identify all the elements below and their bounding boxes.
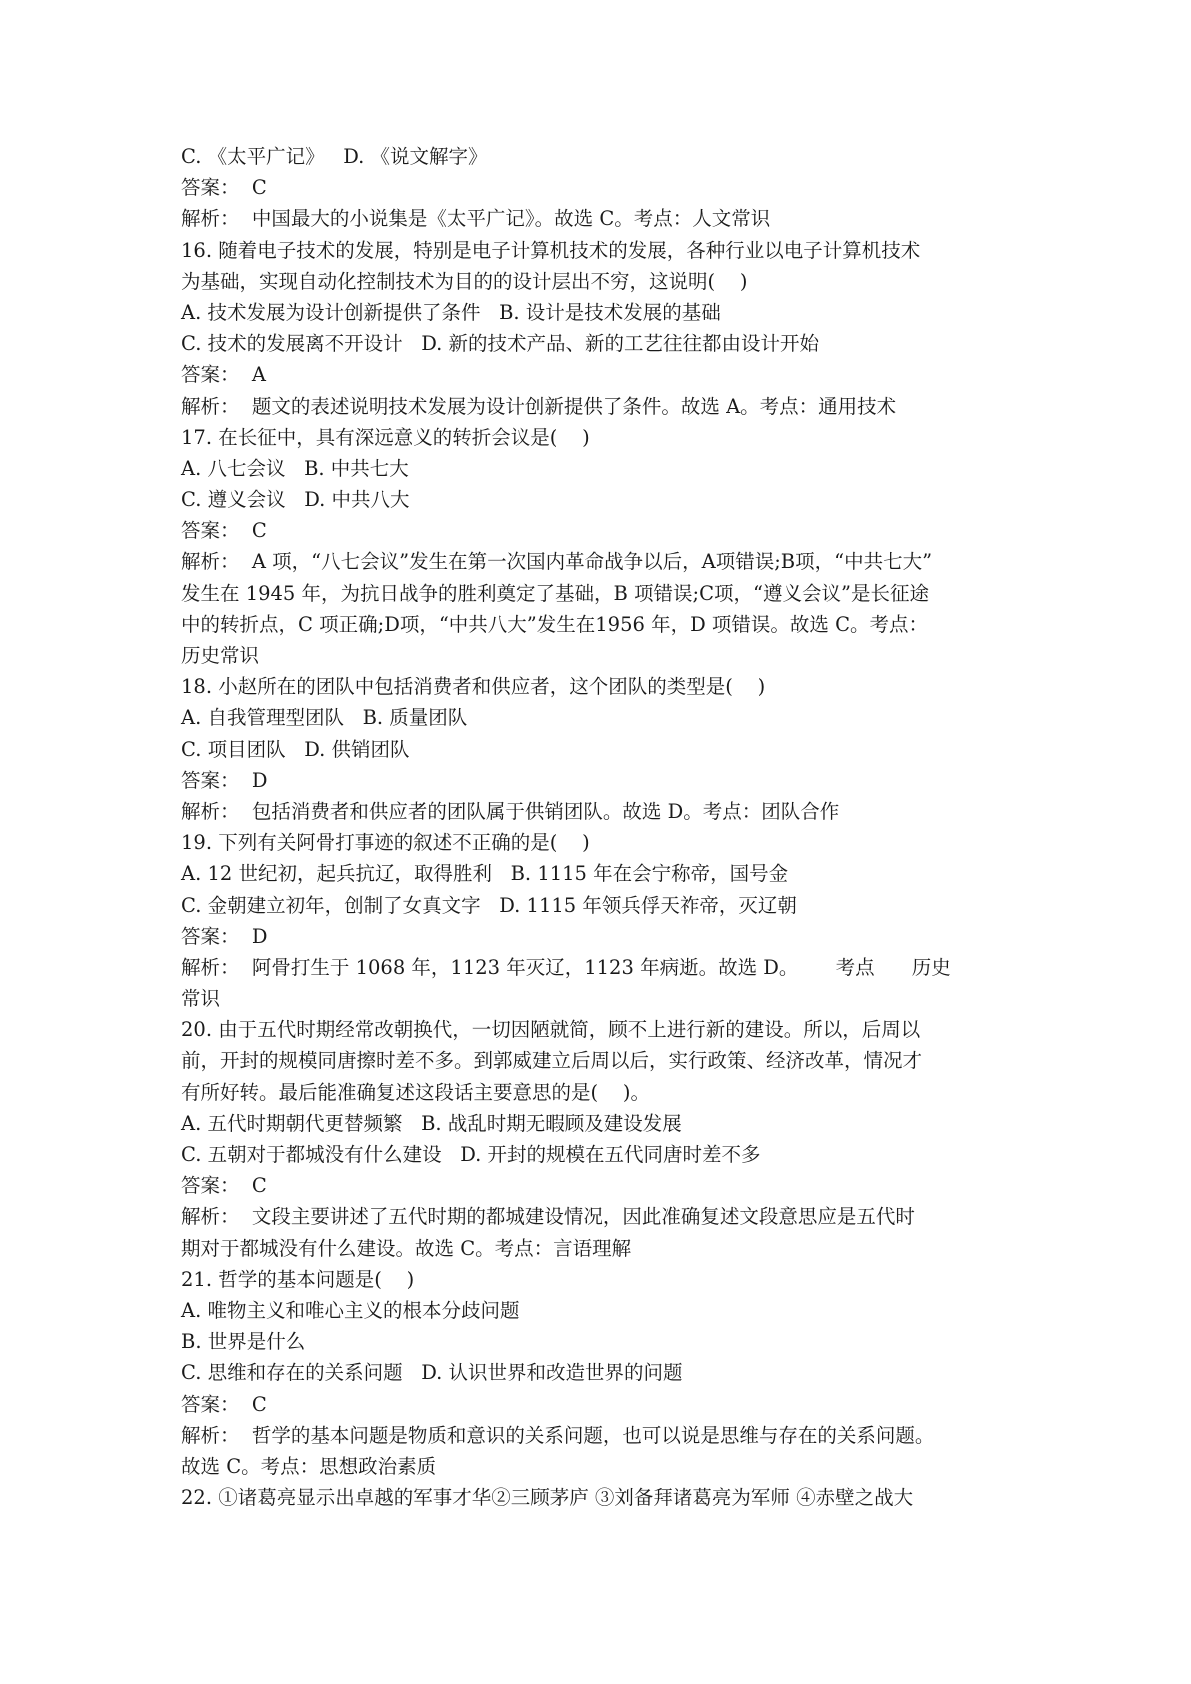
options-line: C. 技术的发展离不开设计 D. 新的技术产品、新的工艺往往都由设计开始 [181, 332, 820, 356]
explanation-line: 解析： 题文的表述说明技术发展为设计创新提供了条件。故选 A。考点：通用技术 [181, 394, 897, 418]
question-17: 17. 在长征中，具有深远意义的转折会议是( ) [181, 425, 590, 449]
document-page [181, 141, 1021, 1513]
explanation-line: 解析： A 项，“八七会议”发生在第一次国内革命战争以后，A项错误;B项，“中共七大” [181, 550, 933, 574]
explanation-line: 解析： 包括消费者和供应者的团队属于供销团队。故选 D。考点：团队合作 [181, 799, 840, 823]
question-22: 22. ①诸葛亮显示出卓越的军事才华②三顾茅庐 ③刘备拜诸葛亮为军师 ④赤壁之战大 [181, 1486, 914, 1510]
answer-line: 答案： D [181, 768, 268, 792]
text-line: C. 《太平广记》 D. 《说文解字》 [181, 145, 488, 168]
options-line: C. 五朝对于都城没有什么建设 D. 开封的规模在五代同唐时差不多 [181, 1143, 761, 1166]
text-line: 历史常识 [181, 644, 260, 667]
answer-line: 答案： C [181, 519, 267, 543]
answer-line: 答案： C [181, 1174, 267, 1198]
explanation-line: 解析： 哲学的基本问题是物质和意识的关系问题，也可以说是思维与存在的关系问题。 [181, 1423, 935, 1447]
text-line: 前，开封的规模同唐擦时差不多。到郭威建立后周以后，实行政策、经济改革，情况才 [181, 1049, 923, 1073]
text-line: 为基础，实现自动化控制技术为目的的设计层出不穷，这说明( ) [181, 269, 748, 293]
answer-line: 答案： A [181, 363, 266, 387]
options-line: C. 思维和存在的关系问题 D. 认识世界和改造世界的问题 [181, 1361, 683, 1385]
answer-line: 答案： C [181, 1392, 267, 1416]
options-line: A. 12 世纪初，起兵抗辽，取得胜利 B. 1115 年在会宁称帝，国号金 [181, 862, 789, 886]
options-line: A. 八七会议 B. 中共七大 [181, 456, 409, 480]
options-line: A. 技术发展为设计创新提供了条件 B. 设计是技术发展的基础 [181, 300, 721, 324]
answer-line: 答案： D [181, 924, 268, 948]
options-line: A. 唯物主义和唯心主义的根本分歧问题 [181, 1298, 520, 1322]
question-16: 16. 随着电子技术的发展，特别是电子计算机技术的发展，各种行业以电子计算机技术 [181, 238, 921, 262]
question-20: 20. 由于五代时期经常改朝换代，一切因陋就简，顾不上进行新的建设。所以，后周以 [181, 1018, 921, 1042]
options-line: A. 自我管理型团队 B. 质量团队 [181, 706, 468, 730]
explanation-line: 解析： 中国最大的小说集是《太平广记》。故选 C。考点：人文常识 [181, 207, 771, 231]
options-line: A. 五代时期朝代更替频繁 B. 战乱时期无暇顾及建设发展 [181, 1111, 682, 1135]
text-line: 期对于都城没有什么建设。故选 C。考点：言语理解 [181, 1236, 632, 1260]
options-line: C. 金朝建立初年，创制了女真文字 D. 1115 年领兵俘天祚帝，灭辽朝 [181, 893, 797, 917]
options-line: B. 世界是什么 [181, 1330, 306, 1354]
question-21: 21. 哲学的基本问题是( ) [181, 1267, 415, 1291]
answer-line: 答案： C [181, 176, 267, 200]
text-line: 发生在 1945 年，为抗日战争的胜利奠定了基础，B 项错误;C项，“遵义会议”是长征途 [181, 581, 929, 605]
question-18: 18. 小赵所在的团队中包括消费者和供应者，这个团队的类型是( ) [181, 675, 766, 699]
text-line: 常识 [181, 987, 221, 1011]
text-line: 有所好转。最后能准确复述这段话主要意思的是( )。 [181, 1080, 651, 1104]
explanation-line: 解析： 文段主要讲述了五代时期的都城建设情况，因此准确复述文段意思应是五代时 [181, 1205, 915, 1229]
text-line: 中的转折点，C 项正确;D项，“中共八大”发生在1956 年，D 项错误。故选 C。考点： [181, 612, 929, 636]
text-line: 故选 C。考点：思想政治素质 [181, 1454, 437, 1478]
options-line: C. 项目团队 D. 供销团队 [181, 737, 410, 761]
explanation-line: 解析： 阿骨打生于 1068 年，1123 年灭辽，1123 年病逝。故选 D。 考点 历史 [181, 955, 951, 979]
options-line: C. 遵义会议 D. 中共八大 [181, 488, 410, 512]
question-19: 19. 下列有关阿骨打事迹的叙述不正确的是( ) [181, 831, 590, 855]
